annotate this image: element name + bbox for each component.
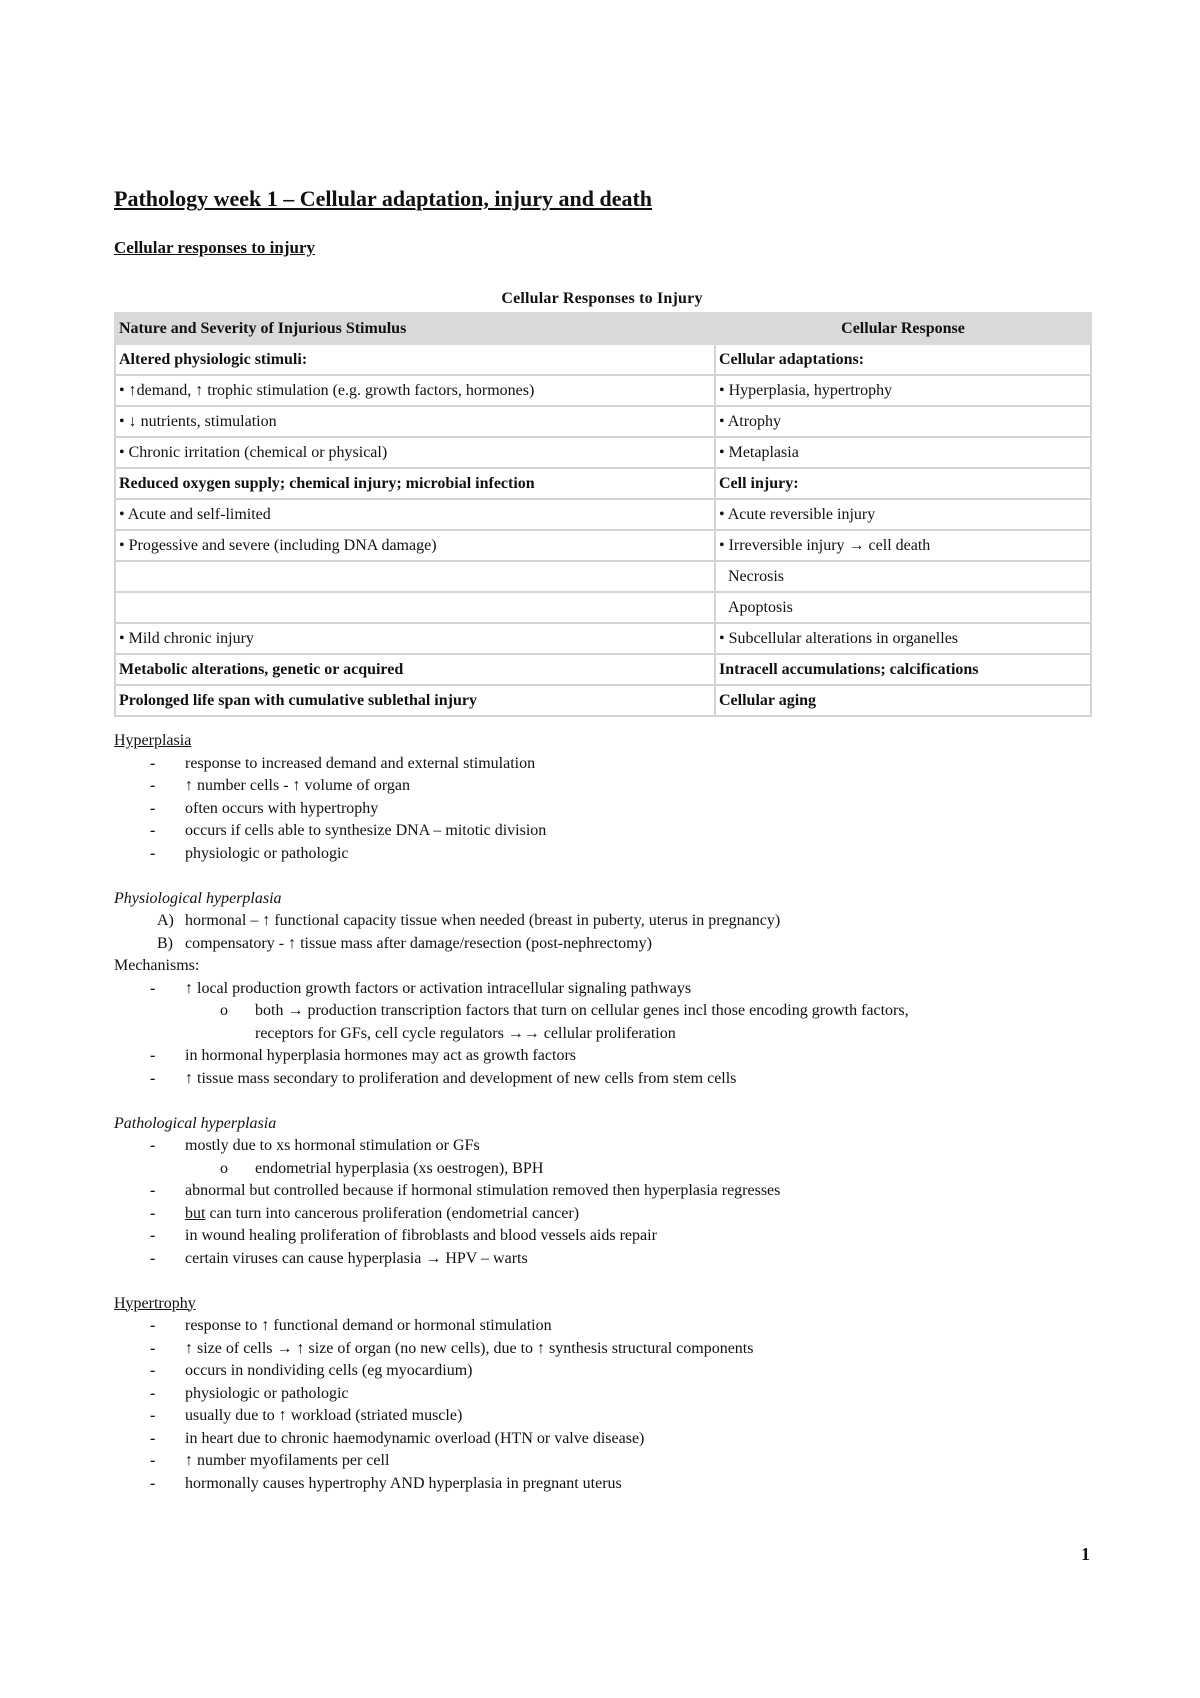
section-heading: Cellular responses to injury [114,238,316,257]
page-number: 1 [1081,1544,1090,1564]
mechanisms-label: Mechanisms: [114,957,200,974]
responses-table [114,312,1090,717]
cell-stimulus: • ↑demand, ↑ trophic stimulation (e.g. growth factors, hormones) [115,375,715,406]
underlined-word: but [185,1204,206,1222]
cell-stimulus: Metabolic alterations, genetic or acquired [115,654,715,685]
cell-stimulus [115,561,715,592]
list-item: - ↑ local production growth factors or activation intracellular signaling pathways [114,978,1090,1001]
list-item: - occurs in nondividing cells (eg myocardium) [114,1360,1090,1383]
pathological-list [114,1135,1090,1158]
list-item: - abnormal but controlled because if hormonal stimulation removed then hyperplasia regresses [114,1180,1090,1203]
mechanisms-list-cont [114,1045,1090,1090]
table-row [115,654,1091,685]
hypertrophy-list [114,1315,1090,1495]
cell-response: Cell injury: [715,468,1091,499]
list-item: - certain viruses can cause hyperplasia → HPV – warts [114,1248,1090,1271]
hyperplasia-list [114,753,1090,866]
hypertrophy-heading: Hypertrophy [114,1294,196,1312]
table-row [115,468,1091,499]
list-item: - ↑ size of cells → ↑ size of organ (no new cells), due to ↑ synthesis structural components [114,1338,1090,1361]
list-item [114,1000,1090,1045]
cell-response: • Atrophy [715,406,1091,437]
list-item [114,910,1090,933]
cell-response: Cellular aging [715,685,1091,716]
list-text: compensatory - ↑ tissue mass after damage/resection (post-nephrectomy) [185,934,652,952]
cell-stimulus: • Mild chronic injury [115,623,715,654]
cell-stimulus: • ↓ nutrients, stimulation [115,406,715,437]
cell-response: • Acute reversible injury [715,499,1091,530]
table-row [115,592,1091,623]
cell-stimulus: Reduced oxygen supply; chemical injury; microbial infection [115,468,715,499]
cell-stimulus: • Acute and self-limited [115,499,715,530]
cell-response: • Hyperplasia, hypertrophy [715,375,1091,406]
list-item: - physiologic or pathologic [114,1383,1090,1406]
table-caption: Cellular Responses to Injury [501,290,703,307]
list-item: - ↑ number cells - ↑ volume of organ [114,775,1090,798]
list-item: - hormonally causes hypertrophy AND hyperplasia in pregnant uterus [114,1473,1090,1496]
list-marker: A) [157,912,174,929]
list-item: - usually due to ↑ workload (striated muscle) [114,1405,1090,1428]
list-item: - in heart due to chronic haemodynamic overload (HTN or valve disease) [114,1428,1090,1451]
physiological-heading: Physiological hyperplasia [114,889,282,907]
list-marker: B) [157,934,173,952]
list-item: - occurs if cells able to synthesize DNA – mitotic division [114,820,1090,843]
cell-response: • Irreversible injury → cell death [715,530,1091,561]
table-row [115,437,1091,468]
cell-response: Cellular adaptations: [715,344,1091,375]
cell-stimulus [115,592,715,623]
hyperplasia-heading: Hyperplasia [114,732,192,749]
list-text: hormonal – ↑ functional capacity tissue when needed (breast in puberty, uterus in pregnancy) [185,912,781,929]
table-row [115,623,1091,654]
table-row [115,685,1091,716]
list-text: receptors for GFs, cell cycle regulators →→ cellular proliferation [255,1024,676,1042]
cell-response: • Subcellular alterations in organelles [715,623,1091,654]
cell-response: Intracell accumulations; calcifications [715,654,1091,685]
list-item [114,1203,1090,1226]
table-row [115,530,1091,561]
table-row [115,561,1091,592]
table-row [115,499,1091,530]
list-item: - mostly due to xs hormonal stimulation or GFs [114,1135,1090,1158]
table-row [115,406,1091,437]
cell-stimulus: Altered physiologic stimuli: [115,344,715,375]
cell-stimulus: • Chronic irritation (chemical or physical) [115,437,715,468]
mechanisms-list [114,978,1090,1001]
header-stimulus: Nature and Severity of Injurious Stimulus [115,313,715,344]
list-item: - in hormonal hyperplasia hormones may act as growth factors [114,1045,1090,1068]
document-title: Pathology week 1 – Cellular adaptation, injury and death [114,186,653,211]
pathological-heading: Pathological hyperplasia [114,1114,277,1132]
table-row [115,344,1091,375]
notes-body [114,730,1090,1495]
list-item: - response to increased demand and external stimulation [114,753,1090,776]
list-item: - ↑ number myofilaments per cell [114,1450,1090,1473]
cell-response: • Metaplasia [715,437,1091,468]
list-text: can turn into cancerous proliferation (endometrial cancer) [205,1204,580,1222]
table-header-row [115,313,1091,344]
list-item [114,933,1090,956]
cell-stimulus: • Progessive and severe (including DNA damage) [115,530,715,561]
cell-response: Necrosis [715,561,1091,592]
cell-stimulus: Prolonged life span with cumulative sublethal injury [115,685,715,716]
cell-response: Apoptosis [715,592,1091,623]
pathological-list-cont [114,1180,1090,1270]
list-item: - in wound healing proliferation of fibroblasts and blood vessels aids repair [114,1225,1090,1248]
mechanisms-sublist [114,1000,1090,1045]
list-item: o endometrial hyperplasia (xs oestrogen), BPH [114,1158,1090,1181]
list-item: - ↑ tissue mass secondary to proliferation and development of new cells from stem cells [114,1068,1090,1091]
list-text: o both → production transcription factors that turn on cellular genes incl those encoding growth factors, [255,1002,909,1019]
list-item: - often occurs with hypertrophy [114,798,1090,821]
list-item: - response to ↑ functional demand or hormonal stimulation [114,1315,1090,1338]
pathological-sublist [114,1158,1090,1181]
header-response: Cellular Response [715,313,1091,344]
list-item: - physiologic or pathologic [114,843,1090,866]
physiological-list [114,910,1090,955]
table-row [115,375,1091,406]
